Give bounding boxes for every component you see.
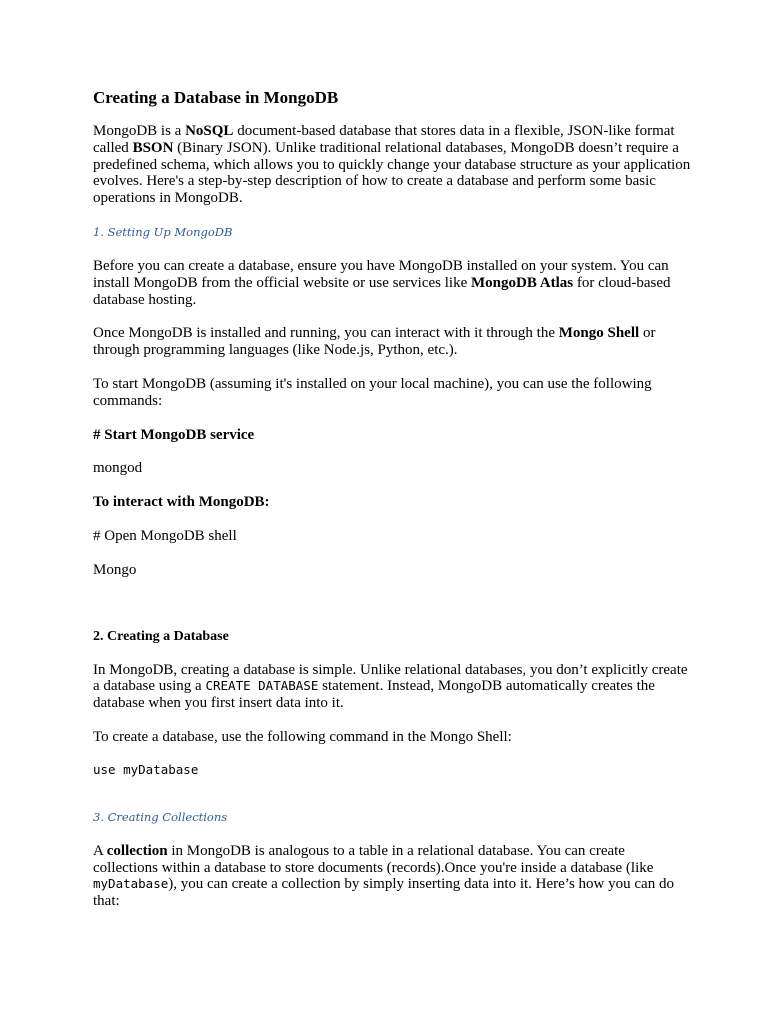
s1p2-bold-mongo-shell: Mongo Shell [558, 325, 640, 342]
intro-bold-bson: BSON [132, 139, 174, 156]
document-body [93, 88, 693, 910]
s3p1-code-mydatabase: myDatabase [93, 876, 169, 892]
s3p1-text-2: in MongoDB is analogous to a table in a relational database. You can create collections within a database to store documents (records).Once you're inside a database (like [93, 842, 654, 876]
intro-text-3: (Binary JSON). Unlike traditional relational databases, MongoDB doesn’t require a predefined schema, which allows you to quickly change your database structure as your application evolves. Here's a step-by-step description of how to create a database and perform some basic operations in MongoDB. [93, 139, 691, 207]
section-2-paragraph-2: To create a database, use the following command in the Mongo Shell: [93, 728, 512, 745]
section-1-paragraph-1 [93, 258, 693, 308]
section-3-paragraph-1 [93, 843, 693, 910]
open-shell-comment: # Open MongoDB shell [93, 527, 237, 544]
s1p1-text-1: Before you can create a database, ensure you have MongoDB installed on your system. You can install MongoDB from the official website or use services like [93, 257, 669, 291]
intro-text-1: MongoDB is a [93, 123, 186, 139]
use-database-code: use myDatabase [93, 761, 199, 777]
page-title: Creating a Database in MongoDB [93, 88, 339, 107]
s1p1-text-2: for cloud-based database hosting. [93, 274, 671, 308]
start-service-label-text: # Start MongoDB service [93, 426, 255, 443]
interact-label-text: To interact with MongoDB: [93, 494, 270, 511]
section-2-paragraph-1 [93, 662, 693, 712]
s2p1-text-1: In MongoDB, creating a database is simple. Unlike relational databases, you don’t explicitly create a database using a [93, 661, 688, 695]
intro-paragraph [93, 123, 693, 207]
shell-command: Mongo [93, 561, 137, 578]
s3p1-bold-collection: collection [106, 842, 168, 859]
s1p2-text-1: Once MongoDB is installed and running, you can interact with it through the [93, 325, 559, 342]
s2p1-code-create-database: CREATE DATABASE [205, 678, 319, 694]
s1p2-text-2: or through programming languages (like Node.js, Python, etc.). [93, 325, 656, 359]
section-3-heading: 3. Creating Collections [93, 809, 228, 824]
section-1-paragraph-2 [93, 325, 693, 359]
intro-text-2: document-based database that stores data in a flexible, JSON-like format called [93, 123, 675, 156]
section-2-heading: 2. Creating a Database [93, 628, 229, 644]
s3p1-text-3: ), you can create a collection by simply inserting data into it. Here’s how you can do that: [93, 876, 674, 910]
section-1-paragraph-3: To start MongoDB (assuming it's installed on your local machine), you can use the following commands: [93, 375, 652, 409]
interact-label [93, 494, 693, 511]
intro-bold-nosql: NoSQL [185, 123, 234, 139]
s3p1-text-1: A [93, 842, 107, 859]
s2p1-text-2: statement. Instead, MongoDB automatically creates the database when you first insert data into it. [93, 678, 655, 712]
section-1-heading: 1. Setting Up MongoDB [93, 224, 233, 239]
s1p1-bold-atlas: MongoDB Atlas [470, 274, 574, 291]
start-service-command: mongod [93, 460, 143, 477]
start-service-label [93, 427, 693, 444]
